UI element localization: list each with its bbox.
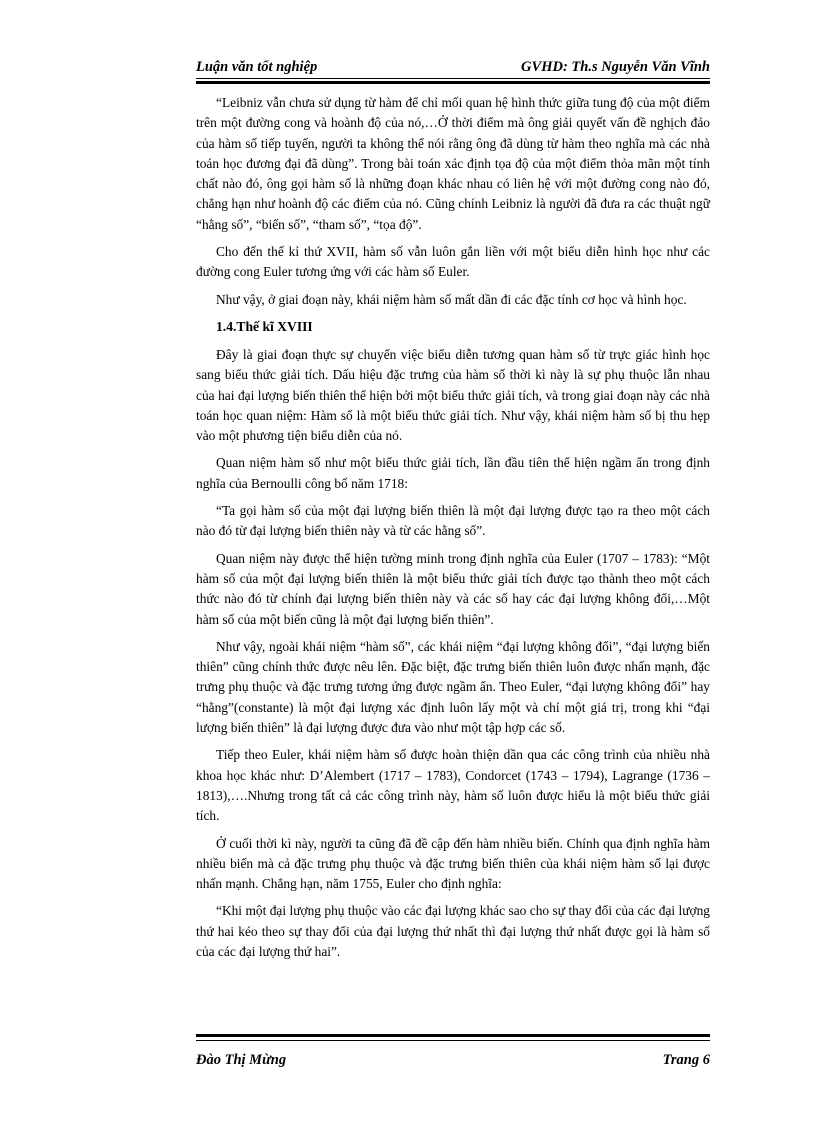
footer-author: Đào Thị Mừng [196, 1052, 287, 1068]
section-heading: 1.4.Thế kĩ XVIII [216, 318, 313, 334]
paragraph: Ở cuối thời kì này, người ta cũng đã đề cập đến hàm nhiều biến. Chính qua định nghĩa hàm nhiều biến mà cả đặc trưng phụ thuộc và đặc trưng biến thiên của khái niệm hàm số lại được nhấn mạnh. Chẳng hạn, năm 1755, Euler cho định nghĩa: [196, 835, 710, 892]
footer-rule-thick [196, 1034, 710, 1037]
header-thesis-title: Luận văn tốt nghiệp [196, 59, 318, 75]
paragraph: Đây là giai đoạn thực sự chuyển việc biểu diễn tương quan hàm số từ trực giác hình học sang biểu thức giải tích. Dấu hiệu đặc trưng của hàm số thời kì này là sự phụ thuộc lẫn nhau của hai đại lượng biến thiên thể hiện bởi một biểu thức giải tích, và trong giai đoạn này các nhà toán học quan niệm: Hàm số là một biểu thức giải tích. Như vậy, khái niệm hàm số bị thu hẹp vào một phương tiện biểu diễn của nó. [196, 346, 710, 444]
paragraph: Quan niệm này được thể hiện tường minh trong định nghĩa của Euler (1707 – 1783): “Một hàm số của một đại lượng biến thiên là một biểu thức giải tích được tạo thành theo một cách thức nào đó từ chính đại lượng biến thiên này và các số hay các đại lượng không đổi,…Một hàm số của một biến cũng là một đại lượng biến thiên”. [196, 550, 710, 627]
header-rule-thick [196, 81, 710, 84]
paragraph: Như vậy, ngoài khái niệm “hàm số”, các khái niệm “đại lượng không đổi”, “đại lượng biến thiên” cũng chính thức được nêu lên. Đặc biệt, đặc trưng biến thiên luôn được nhấn mạnh, đặc trưng phụ thuộc và đặc trưng tương ứng được ngầm ẩn. Theo Euler, “đại lượng không đổi” hay “hằng”(constante) là một đại lượng xác định luôn lấy một và chỉ một giá trị, trong khi “đại lượng biến thiên” là đại lượng được đưa vào như một tập hợp các số. [196, 638, 710, 736]
footer-rule-thin [196, 1040, 710, 1041]
page-footer [196, 1051, 710, 1069]
paragraph: “Ta gọi hàm số của một đại lượng biến thiên là một đại lượng được tạo ra theo một cách nào đó từ đại lượng biến thiên này và từ các hằng số”. [196, 503, 710, 539]
page-header [196, 58, 710, 76]
paragraph: “Khi một đại lượng phụ thuộc vào các đại lượng khác sao cho sự thay đổi của các đại lượng thứ hai kéo theo sự thay đổi của đại lượng thứ nhất thì đại lượng thứ nhất được gọi là hàm số của các đại lượng thứ hai”. [196, 903, 710, 959]
paragraph: Cho đến thế kỉ thứ XVII, hàm số vẫn luôn gắn liền với một biểu diễn hình học như các đường cong Euler tương ứng với các hàm số Euler. [196, 244, 710, 280]
header-advisor: GVHD: Th.s Nguyễn Văn Vĩnh [521, 59, 710, 75]
paragraph: Quan niệm hàm số như một biểu thức giải tích, lần đầu tiên thể hiện ngầm ẩn trong định nghĩa của Bernoulli công bố năm 1718: [196, 455, 710, 491]
paragraph: “Leibniz vẫn chưa sử dụng từ hàm để chỉ mối quan hệ hình thức giữa tung độ của một điểm trên một đường cong và hoành độ của nó,…Ở thời điểm mà ông giải quyết vấn đề nghịch đảo của hàm số tiếp tuyến, người ta không thể nói rằng ông đã dùng từ hàm theo nghĩa mà các nhà toán học đương đại đã dùng”. Trong bài toán xác định tọa độ của một điểm thỏa mãn một tính chất nào đó, ông gọi hàm số là những đoạn khác nhau có liên hệ với một đường cong nào đó, chẳng hạn như hoành độ các điểm của nó. Cũng chính Leibniz là người đã đưa ra các thuật ngữ “hằng số”, “biến số”, “tham số”, “tọa độ”. [196, 95, 710, 232]
header-rule-thin [196, 78, 710, 79]
page-body [196, 93, 710, 969]
page-number: Trang 6 [662, 1052, 710, 1068]
paragraph: Như vậy, ở giai đoạn này, khái niệm hàm số mất dần đi các đặc tính cơ học và hình học. [216, 291, 687, 307]
paragraph: Tiếp theo Euler, khái niệm hàm số được hoàn thiện dần qua các công trình của nhiều nhà khoa học khác như: D’Alembert (1717 – 1783), Condorcet (1743 – 1794), Lagrange (1736 – 1813),….Nhưng trong tất cả các công trình này, hàm số luôn được hiểu là một biểu thức giải tích. [196, 747, 710, 824]
